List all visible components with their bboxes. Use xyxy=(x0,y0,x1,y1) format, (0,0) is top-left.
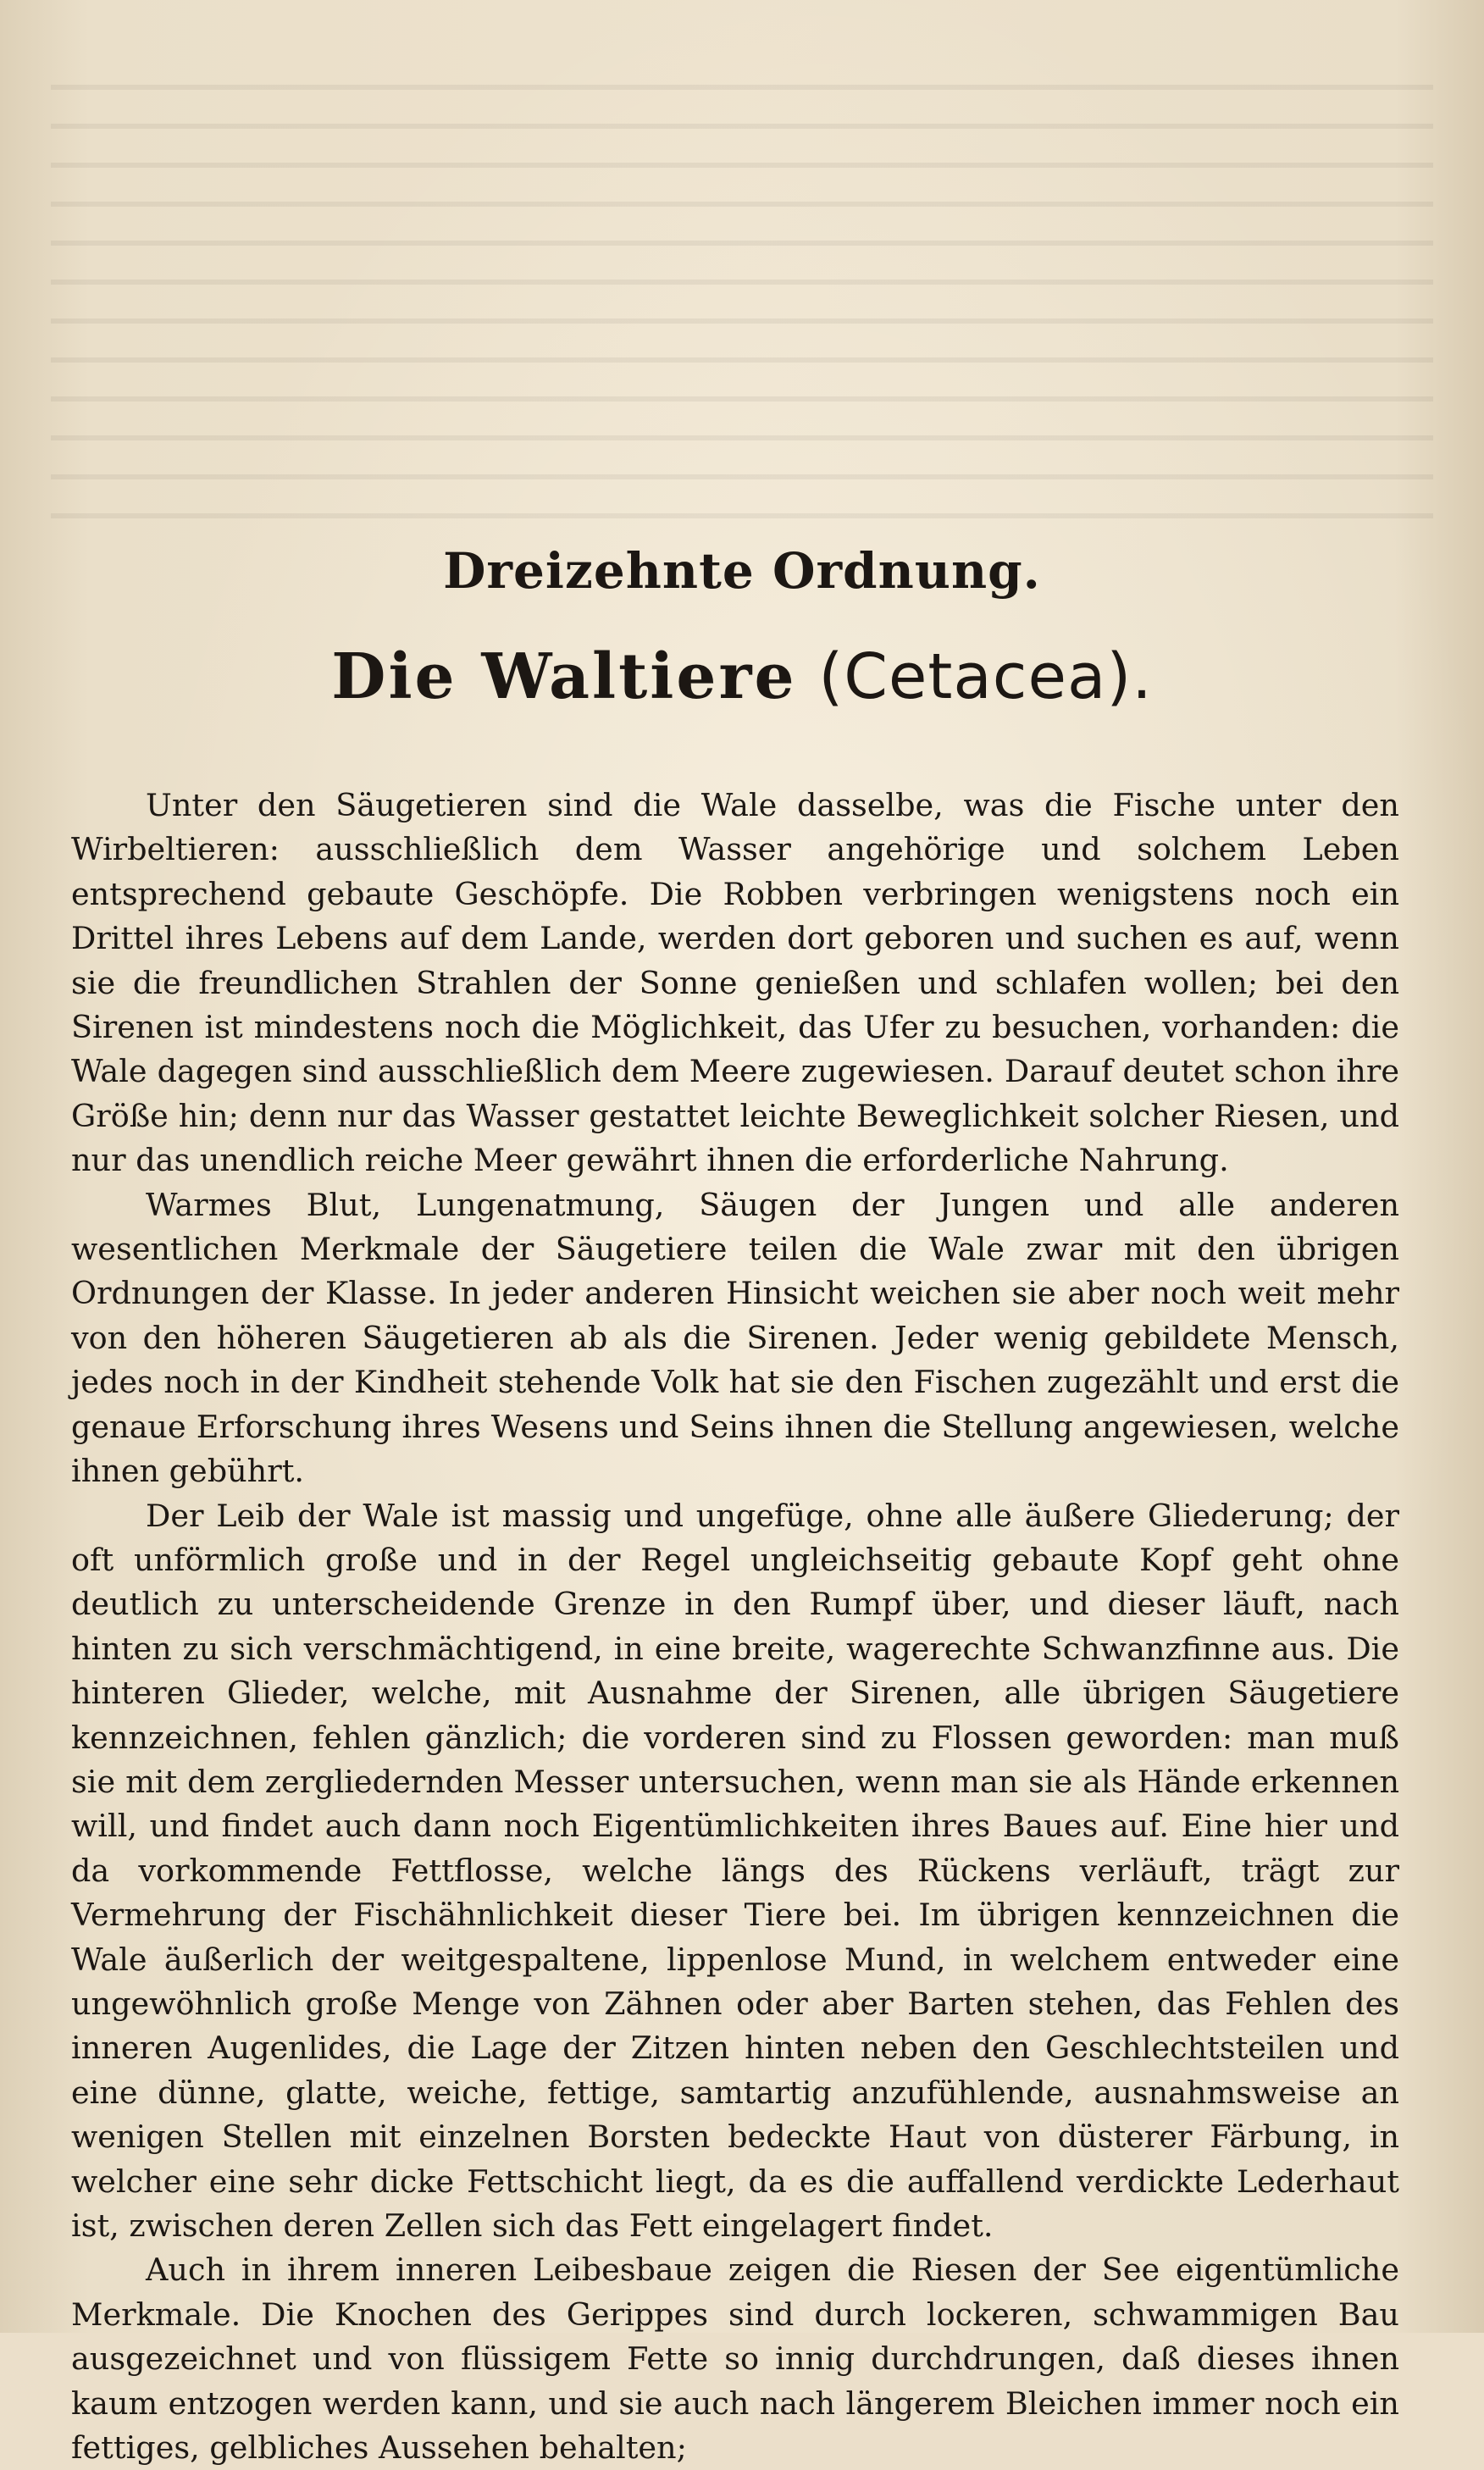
chapter-title-latin: (Cetacea). xyxy=(818,640,1153,713)
paragraph: Warmes Blut, Lungenatmung, Säugen der Jungen und alle anderen wesentlichen Merkmale der Säugetiere teilen die Wale zwar mit den übrigen Ordnungen der Klasse. In jeder anderen Hinsicht weichen sie aber noch weit mehr von den höheren Säugetieren ab als die Sirenen. Jeder wenig gebildete Mensch, jedes noch in der Kindheit stehende Volk hat sie den Fischen zugezählt und erst die genaue Erforschung ihres Wesens und Seins ihnen die Stellung angewiesen, welche ihnen gebührt. xyxy=(71,1186,1399,1490)
show-through-text xyxy=(51,51,1433,525)
chapter-title-name: Die Waltiere xyxy=(331,640,797,713)
paragraph: Unter den Säugetieren sind die Wale dasselbe, was die Fische unter den Wirbeltieren: ausschließlich dem Wasser angehörige und solchem Leben entsprechend gebaute Geschöpfe. Die Robben verbringen wenigstens noch ein Drittel ihres Lebens auf dem Lande, werden dort geboren und suchen es auf, wenn sie die freundlichen Strahlen der Sonne genießen und schlafen wollen; bei den Sirenen ist mindestens noch die Möglichkeit, das Ufer zu besuchen, vorhanden: die Wale dagegen sind ausschließlich dem Meere zugewiesen. Darauf deutet schon ihre Größe hin; denn nur das Wasser gestattet leichte Beweglichkeit solcher Riesen, und nur das unendlich reiche Meer gewährt ihnen die erforderliche Nahrung. xyxy=(71,787,1399,1179)
paragraph: Der Leib der Wale ist massig und ungefüge, ohne alle äußere Gliederung; der oft unförmlich große und in der Regel ungleichseitig gebaute Kopf geht ohne deutlich zu unterscheidende Grenze in den Rumpf über, und dieser läuft, nach hinten zu sich verschmächtigend, in eine breite, wagerechte Schwanzfinne aus. Die hinteren Glieder, welche, mit Ausnahme der Sirenen, alle übrigen Säugetiere kennzeichnen, fehlen gänzlich; die vorderen sind zu Flossen geworden: man muß sie mit dem zergliedernden Messer untersuchen, wenn man sie als Hände erkennen will, und findet auch dann noch Eigentümlichkeiten ihres Baues auf. Eine hier und da vorkommende Fettflosse, welche längs des Rückens verläuft, trägt zur Vermehrung der Fischähnlichkeit dieser Tiere bei. Im übrigen kennzeichnen die Wale äußerlich der weitgespaltene, lippenlose Mund, in welchem entweder eine ungewöhnlich große Menge von Zähnen oder aber Barten stehen, das Fehlen des inneren Augenlides, die Lage der Zitzen hinten neben den Geschlechtsteilen und eine dünne, glatte, weiche, fettige, samtartig anzufühlende, ausnahmsweise an wenigen Stellen mit einzelnen Borsten bedeckte Haut von düsterer Färbung, in welcher eine sehr dicke Fettschicht liegt, da es die auffallend verdickte Lederhaut ist, zwischen deren Zellen sich das Fett eingelagert findet. xyxy=(71,1497,1399,2244)
chapter-title xyxy=(0,640,1484,713)
paragraph: Auch in ihrem inneren Leibesbaue zeigen die Riesen der See eigentümliche Merkmale. Die Knochen des Gerippes sind durch lockeren, schwammigen Bau ausgezeichnet und von flüssigem Fette so innig durchdrungen, daß dieses ihnen kaum entzogen werden kann, und sie auch nach längerem Bleichen immer noch ein fettiges, gelbliches Aussehen behalten; xyxy=(71,2251,1399,2467)
body-text xyxy=(71,784,1399,2470)
order-heading: Dreizehnte Ordnung. xyxy=(443,542,1041,600)
